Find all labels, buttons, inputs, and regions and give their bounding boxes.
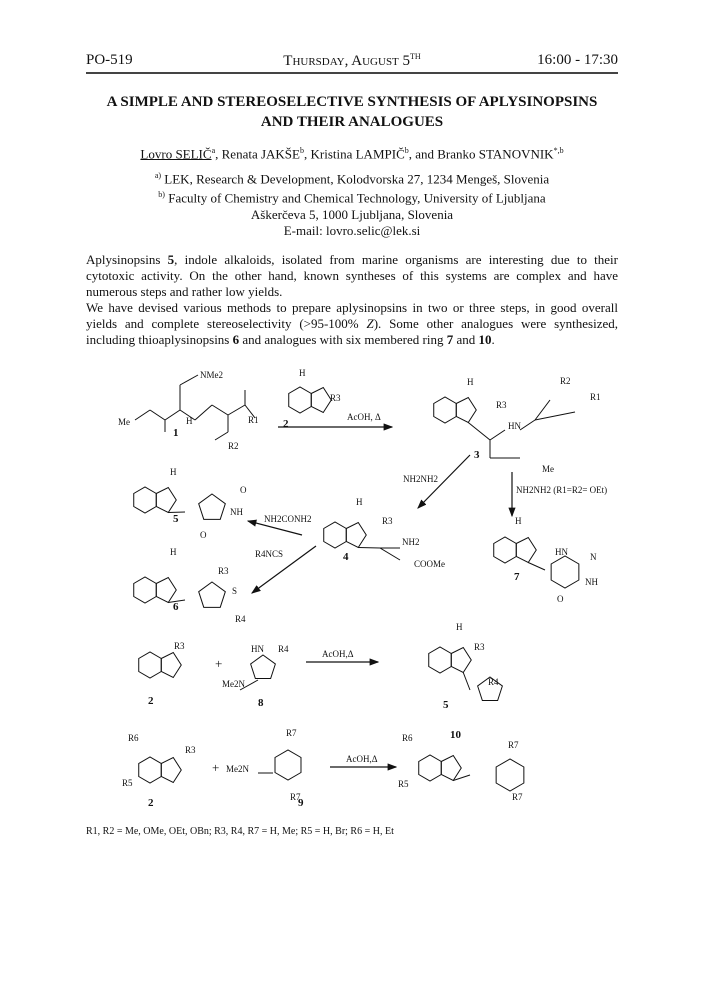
svg-text:H: H [515, 516, 522, 526]
svg-text:R6: R6 [128, 733, 139, 743]
reagent-hydrazine-7: NH2NH2 (R1=R2= OEt) [516, 485, 608, 495]
plus-sign: + [212, 760, 220, 775]
svg-text:Me2N: Me2N [222, 679, 245, 689]
reagent-hydrazine: NH2NH2 [403, 474, 438, 484]
svg-text:Me2N: Me2N [226, 764, 249, 774]
bond [150, 410, 165, 420]
affiliation-b: $^{b)}$ Faculty of Chemistry and Chemical Technology, University of Ljubljana [158, 190, 546, 206]
benzene-ring [494, 537, 517, 563]
svg-text:NH: NH [585, 577, 598, 587]
affiliation-b-address: Aškerčeva 5, 1000 Ljubljana, Slovenia [250, 206, 454, 222]
svg-text:R3: R3 [218, 566, 229, 576]
author-list: Lovro SELIČ$^a$, Renata JAKŠE$^b$, Kristina LAMPIČ$^b$, and Branko $STANOVNIK^{*,b}$ [140, 146, 564, 162]
bond [535, 412, 575, 420]
author: Renata JAKŠE [221, 146, 300, 162]
paper-title: A SIMPLE AND STEREOSELECTIVE SYNTHESIS OF APLYSINOPSINS AND THEIR ANALOGUES [106, 94, 598, 130]
svg-text:R7: R7 [508, 740, 519, 750]
benzene-ring [134, 487, 157, 513]
svg-text:H: H [170, 547, 177, 557]
reagent-isothiocyanate: R4NCS [255, 549, 284, 559]
benzene-ring [134, 577, 157, 603]
compound-label-5: 5 [173, 513, 179, 525]
benzene-ring [429, 647, 452, 673]
compound-label-3: 3 [474, 449, 480, 461]
substituent-legend: R1, R2 = Me, OMe, OEt, OBn; R3, R4, R7 = H, Me; R5 = H, Br; R6 = H, Et [86, 826, 394, 837]
session-time: 16:00 - 17:30 [537, 52, 618, 68]
svg-text:R3: R3 [174, 641, 185, 651]
svg-text:H: H [186, 416, 193, 426]
reagent-acoh: AcOH, Δ [347, 412, 381, 422]
abstract-paragraph: Aplysinopsins 5, indole alkaloids, isolated from marine organisms are interesting due to their cytotoxic activity. On the other hand, known syntheses of this systems are complex and have numerous steps and rather low yields. [86, 252, 618, 299]
bond [135, 410, 150, 420]
bond [358, 548, 380, 549]
bond [528, 563, 545, 571]
pyrrole-ring [161, 653, 181, 678]
plus-sign: + [215, 656, 223, 671]
pyrrole-ring [311, 388, 331, 413]
svg-text:R5: R5 [398, 779, 409, 789]
compound-label-2: 2 [148, 695, 154, 707]
svg-text:HN: HN [251, 644, 264, 654]
compound-label-6: 6 [173, 601, 179, 613]
svg-text:HN: HN [508, 421, 521, 431]
atom-labels [118, 368, 601, 802]
author-corresponding: Branko STANOVNIK [437, 146, 554, 162]
bond [468, 423, 490, 441]
svg-text:R7: R7 [286, 728, 297, 738]
pyrrole-ring [516, 538, 536, 563]
compound-label-2: 2 [283, 418, 289, 430]
svg-text:R3: R3 [496, 400, 507, 410]
compound-label-1: 1 [173, 427, 179, 439]
pyrrole-ring [156, 488, 176, 513]
svg-text:R2: R2 [560, 376, 571, 386]
bond [165, 410, 180, 420]
hydantoin-ring [251, 655, 276, 679]
pyrrole-ring [456, 398, 476, 423]
svg-text:Me: Me [542, 464, 554, 474]
benzene-ring [324, 522, 347, 548]
reagent-urea: NH2CONH2 [264, 514, 312, 524]
affiliation-a: $^{a)}$ LEK, Research & Development, Kolodvorska 27, 1234 Mengeš, Slovenia [154, 171, 550, 187]
pyrimidine-ring [496, 759, 524, 791]
svg-text:O: O [557, 594, 564, 604]
benzene-ring [289, 387, 312, 413]
svg-text:R6: R6 [402, 733, 413, 743]
svg-text:R3: R3 [382, 516, 393, 526]
compound-label-7: 7 [514, 571, 520, 583]
benzene-ring [139, 652, 162, 678]
svg-text:H: H [456, 622, 463, 632]
svg-text:R2: R2 [228, 441, 239, 451]
bond [212, 405, 228, 415]
pyrrole-ring [441, 756, 461, 781]
bond [380, 548, 400, 560]
svg-text:R7: R7 [290, 792, 301, 802]
pyrrole-ring [161, 758, 181, 783]
svg-text:S: S [232, 586, 238, 596]
bond [228, 405, 245, 415]
svg-text:NH: NH [230, 507, 243, 517]
svg-text:NH2: NH2 [402, 537, 420, 547]
thiohydantoin-ring [199, 582, 226, 607]
compound-label-8: 8 [258, 697, 264, 709]
svg-text:H: H [467, 377, 474, 387]
hydantoin-ring [199, 494, 226, 519]
bond [463, 673, 470, 691]
svg-text:H: H [356, 497, 363, 507]
svg-text:H: H [170, 467, 177, 477]
pyrimidine-ring [275, 750, 301, 780]
session-day: Thursday, August 5TH [283, 52, 421, 69]
abstract-paragraph: We have devised various methods to prepare aplysinopsins in two or three steps, in good overall yields and complete stereoselectivity (>95-100% Z). Some other analogues were synthesized, including thioaplysinopsins 6 and analogues with six membered ring 7 and 10. [86, 300, 618, 347]
pyrrole-ring [346, 523, 366, 548]
svg-text:R3: R3 [185, 745, 196, 755]
svg-text:R5: R5 [122, 778, 133, 788]
compound-label-5: 5 [443, 699, 449, 711]
benzene-ring [139, 757, 162, 783]
reagent-acoh: AcOH,Δ [346, 754, 378, 764]
bond [490, 430, 505, 440]
svg-text:NMe2: NMe2 [200, 370, 223, 380]
bond [195, 405, 212, 420]
svg-text:O: O [240, 485, 247, 495]
svg-text:N: N [590, 552, 597, 562]
pyrrole-ring [156, 578, 176, 603]
author-presenting: Lovro SELIČ [140, 146, 212, 162]
author: Kristina LAMPIČ [310, 146, 405, 162]
svg-text:COOMe: COOMe [414, 559, 445, 569]
pyrrole-ring [451, 648, 471, 673]
svg-text:R7: R7 [512, 792, 523, 802]
compound-label-4: 4 [343, 551, 349, 563]
bond [180, 375, 198, 385]
svg-text:Me: Me [118, 417, 130, 427]
triazine-ring [551, 556, 579, 588]
svg-text:R4: R4 [235, 614, 246, 624]
compound-label-9: 9 [298, 797, 304, 809]
reagent-acoh: AcOH,Δ [322, 649, 354, 659]
bond [520, 420, 535, 430]
svg-text:R1: R1 [248, 415, 259, 425]
benzene-ring [419, 755, 442, 781]
abstract-code: PO-519 [86, 52, 133, 68]
bond [215, 432, 228, 440]
svg-text:R4: R4 [488, 677, 499, 687]
compound-label-10: 10 [450, 729, 461, 741]
svg-text:HN: HN [555, 547, 568, 557]
svg-text:H: H [299, 368, 306, 378]
compound-label-2: 2 [148, 797, 154, 809]
svg-text:R3: R3 [474, 642, 485, 652]
svg-text:O: O [200, 530, 207, 540]
svg-text:R1: R1 [590, 392, 601, 402]
contact-email: E-mail: lovro.selic@lek.si [283, 222, 421, 238]
benzene-ring [434, 397, 457, 423]
svg-text:R4: R4 [278, 644, 289, 654]
svg-text:R3: R3 [330, 393, 341, 403]
